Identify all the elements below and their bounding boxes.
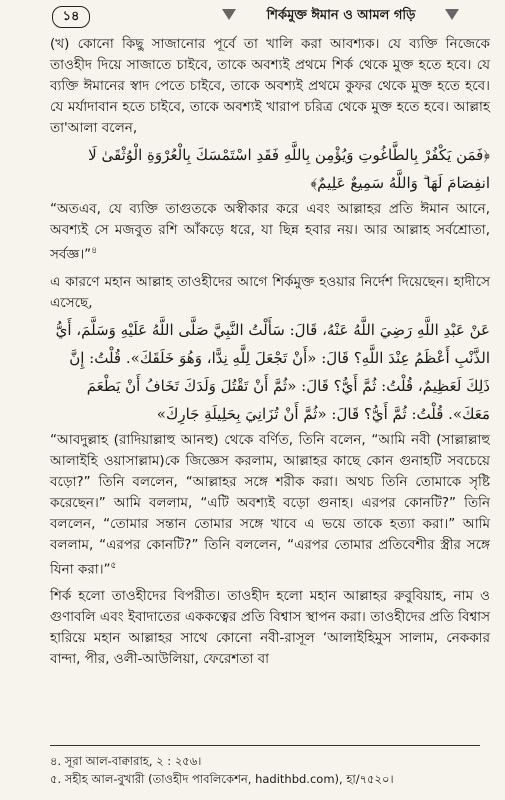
footnotes (50, 745, 480, 788)
quran-ayah: ﴿فَمَن يَكْفُرْ بِالطَّاغُوتِ وَيُؤْمِن بِاللَّهِ فَقَدِ اسْتَمْسَكَ بِالْعُرْوَةِ الْوُثْقَىٰ لَا انفِصَامَ لَهَا ۗ وَاللَّهُ سَمِيعٌ عَلِيمٌ﴾ (88, 146, 490, 192)
footnote-marker: ৪ (91, 246, 98, 256)
hadith-translation-text: “আবদুল্লাহ (রাদিয়াল্লাহু আনহু) থেকে বর্ণিত, তিনি বলেন, “আমি নবী (সাল্লাল্লাহু আলাইহি ওয়াসাল্লাম)কে জিজ্ঞেস করলাম, আল্লাহর কাছে কোন গুনাহটি সবচেয়ে বড়ো?” তিনি বললেন, “আল্লাহর সঙ্গে শরীক করা। অথচ তিনি তোমাকে সৃষ্টি করেছেন।” আমি বললাম, “এটি অবশ্যই বড়ো গুনাহ। এরপর কোনটি?” তিনি বললেন, “তোমার সন্তান তোমার সঙ্গে খাবে এ ভয়ে তাকে হত্যা করা।” আমি বললাম, “এরপর কোনটি?” তিনি বললেন, “এরপর তোমার প্রতিবেশীর স্ত্রীর সঙ্গে যিনা করা।” (50, 431, 490, 577)
footnote-marker: ৫ (110, 560, 117, 571)
hadith-arabic: عَنْ عَبْدِ اللَّهِ رَضِيَ اللَّهُ عَنْهُ، قَالَ: سَأَلْتُ النَّبِيَّ صَلَّى اللَّهُ عَلَيْهِ وَسَلَّمَ، أَيُّ الذَّنْبِ أَعْظَمُ عِنْدَ اللَّهِ؟ قَالَ: «أَنْ تَجْعَلَ لِلَّهِ نِدًّا، وَهُوَ خَلَقَكَ». قُلْتُ: إِنَّ ذَلِكَ لَعَظِيمٌ، قُلْتُ: ثُمَّ أَيُّ؟ قَالَ: «ثُمَّ أَنْ تَقْتُلَ وَلَدَكَ تَخَافُ أَنْ يَطْعَمَ مَعَكَ». قُلْتُ: ثُمَّ أَيُّ؟ قَالَ: «ثُمَّ أَنْ تُزَانِيَ بِحَلِيلَةِ جَارِكَ» (55, 320, 490, 423)
footnote: ৪. সূরা আল-বাক্বারাহ, ২ : ২৫৬। (50, 754, 202, 768)
ayah-translation (50, 199, 490, 266)
page-body (50, 34, 490, 670)
page-header (0, 0, 505, 36)
running-title: শির্কমুক্ত ঈমান ও আমল গড়ি (266, 8, 416, 23)
paragraph-shirk: শির্ক হলো তাওহীদের বিপরীত। তাওহীদ হলো মহান আল্লাহর রুবুবিয়াহ, নাম ও গুণাবলি এবং ইবাদাতের এককত্বের প্রতি বিশ্বাস স্থাপন করা। তাওহীদের প্রতি বিশ্বাস হারিয়ে মহান আল্লাহর সাথে কোনো নবী-রাসূল ‘আলাইহিমুস সালাম, নেককার বান্দা, পীর, ওলী-আউলিয়া, ফেরেশতা বা (50, 588, 490, 667)
triangle-ornament-icon (222, 9, 236, 20)
paragraph-intro: (খ) কোনো কিছু সাজানোর পূর্বে তা খালি করা আবশ্যক। যে ব্যক্তি নিজেকে তাওহীদ দিয়ে সাজাতে চাইবে, তাকে অবশ্যই প্রথমে শির্ক থেকে মুক্ত হতে হবে। যে ব্যক্তি ঈমানের স্বাদ পেতে চাইবে, তাকে অবশ্যই প্রথমে কুফর থেকে মুক্ত হতে হবে। যে মর্যাদাবান হতে চাইবে, তাকে অবশ্যই খারাপ চরিত্র থেকে মুক্ত হতে হবে। আল্লাহ তা'আলা বলেন, (50, 36, 490, 136)
ayah-translation-text: “অতএব, যে ব্যক্তি তাগুতকে অস্বীকার করে এবং আল্লাহর প্রতি ঈমান আনে, অবশ্যই সে মজবুত রশি আঁকড়ে ধরে, যা ছিন্ন হবার নয়। আর আল্লাহ সর্বশ্রোতা, সর্বজ্ঞ।” (50, 201, 490, 263)
triangle-ornament-icon (445, 9, 459, 20)
page-number: ১৪ (52, 6, 90, 28)
footnote: ৫. সহীহ আল-বুখারী (তাওহীদ পাবলিকেশন, hadithbd.com), হা/৭৫২০। (50, 772, 394, 786)
paragraph-hadith-intro: এ কারণে মহান আল্লাহ তাওহীদের আগে শির্কমুক্ত হওয়ার নির্দেশ দিয়েছেন। হাদীসে এসেছে, (50, 273, 490, 311)
hadith-translation (50, 430, 490, 581)
